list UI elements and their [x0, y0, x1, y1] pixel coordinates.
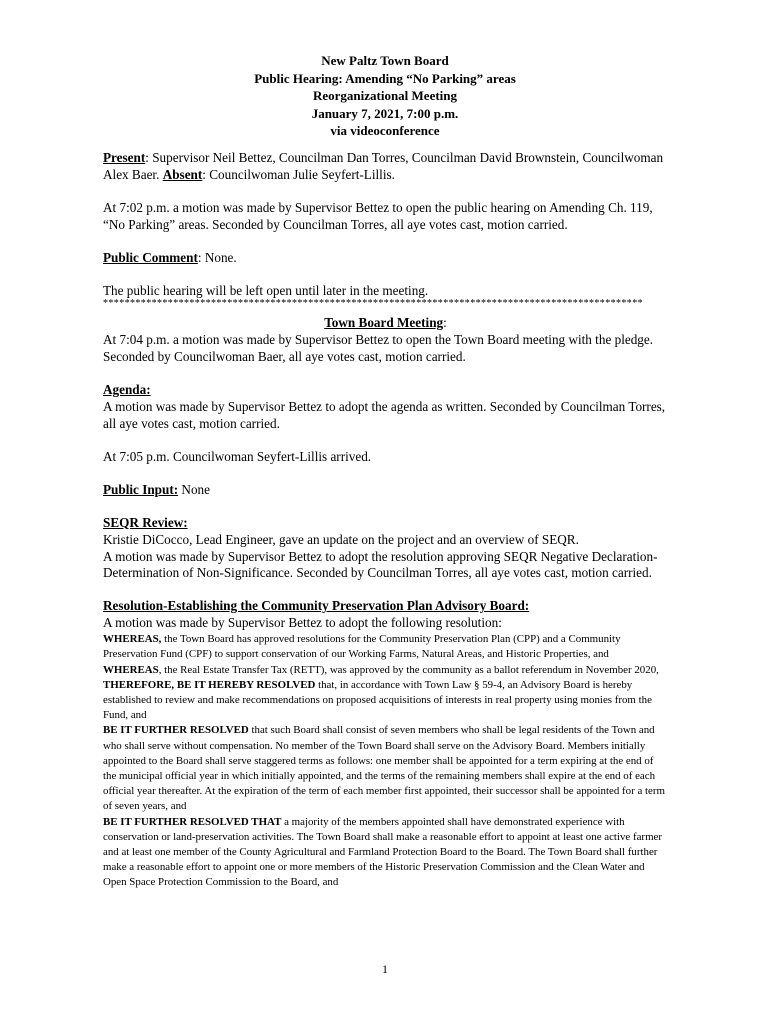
- clause-lead: THEREFORE, BE IT HEREBY RESOLVED: [103, 678, 316, 691]
- public-comment-label: Public Comment: [103, 249, 198, 265]
- seqr-update-line: Kristie DiCocco, Lead Engineer, gave an update on the project and an overview of SEQR.: [103, 531, 579, 547]
- hearing-open-paragraph: At 7:02 p.m. a motion was made by Supervisor Bettez to open the public hearing on Amending Ch. 119, “No Parking” areas. Seconded by Councilman Torres, all aye votes cast, motion carried.: [103, 199, 653, 232]
- clause-lead: BE IT FURTHER RESOLVED: [103, 724, 249, 737]
- document-header: [0, 52, 770, 140]
- town-board-meeting-suffix: :: [443, 315, 447, 331]
- clause-text: the Town Board has approved resolutions for the Community Preservation Plan (CPP) and a Community Preservation Fund (CPF) to support conservation of our Working Farms, Natural Areas, and Historic Properties, and: [103, 633, 621, 661]
- present-text: : Supervisor Neil Bettez, Councilman Dan Torres, Councilman David Brownstein, Councilwoman Alex Baer.: [103, 150, 664, 182]
- document-body: [103, 150, 668, 891]
- header-meeting-type: Reorganizational Meeting: [312, 88, 458, 104]
- resolution-clauses: [103, 632, 668, 890]
- resolution-heading: Resolution-Establishing the Community Preservation Plan Advisory Board:: [103, 598, 530, 614]
- clause-lead: BE IT FURTHER RESOLVED THAT: [103, 815, 282, 828]
- resolution-clause: [103, 815, 668, 891]
- absent-label: Absent: [162, 166, 203, 182]
- agenda-paragraph: A motion was made by Supervisor Bettez to adopt the agenda as written. Seconded by Councilman Torres, all aye votes cast, motion carried.: [103, 399, 666, 431]
- public-comment-paragraph: [103, 250, 668, 267]
- attendance-paragraph: [103, 150, 668, 184]
- header-board-name: New Paltz Town Board: [321, 53, 449, 68]
- page-number: 1: [382, 962, 388, 976]
- public-input-text: None: [178, 481, 210, 497]
- clause-text: that, in accordance with Town Law § 59-4, an Advisory Board is hereby established to review and make recommendations on proposed acquisitions of interests in real property using monies from the Fund, and: [103, 678, 652, 722]
- seqr-heading: SEQR Review:: [103, 514, 188, 530]
- clause-lead: WHEREAS,: [103, 633, 162, 646]
- clause-text: , the Real Estate Transfer Tax (RETT), was approved by the community as a ballot referendum in November 2020,: [158, 663, 659, 676]
- header-venue: via videoconference: [330, 123, 440, 139]
- public-input-paragraph: [103, 482, 668, 499]
- resolution-clause: [103, 663, 668, 678]
- hearing-left-open-paragraph: The public hearing will be left open until later in the meeting.: [103, 282, 429, 298]
- resolution-intro: A motion was made by Supervisor Bettez to adopt the following resolution:: [103, 615, 502, 631]
- town-board-meeting-heading: [103, 315, 668, 332]
- separator-line: ****************************************************************************************************: [103, 299, 643, 310]
- header-date: January 7, 2021, 7:00 p.m.: [311, 105, 459, 121]
- resolution-clause: [103, 632, 668, 662]
- absent-text: : Councilwoman Julie Seyfert-Lillis.: [202, 166, 395, 182]
- resolution-clause: [103, 723, 668, 814]
- public-comment-text: : None.: [197, 249, 237, 265]
- meeting-open-paragraph: At 7:04 p.m. a motion was made by Supervisor Bettez to open the Town Board meeting with the pledge. Seconded by Councilwoman Baer, all aye votes cast, motion carried.: [103, 332, 654, 365]
- clause-lead: WHEREAS: [103, 663, 159, 676]
- public-input-label: Public Input:: [103, 481, 179, 497]
- clause-text: a majority of the members appointed shall have demonstrated experience with conservation or land-preservation activities. The Town Board shall make a reasonable effort to appoint at least one active farmer and at least one member of the County Agricultural and Farmland Protection Board to the Board. The Town Board shall further make a reasonable effort to appoint one or more members of the Historic Preservation Commission and the Clean Water and Open Space Protection Commission to the Board, and: [103, 815, 662, 889]
- resolution-clause: [103, 678, 668, 724]
- clause-text: that such Board shall consist of seven members who shall be legal residents of the Town and who shall serve without compensation. No member of the Town Board shall serve on the Advisory Board. Members initially appointed to the Board shall serve staggered terms as follows: one member shall be appointed for a term expiring at the end of the municipal official year in which initially appointed, and the terms of the remaining members shall expire at the end of each official year thereafter. At the expiration of the term of each member first appointed, their successor shall be appointed for a term of seven years, and: [103, 724, 665, 813]
- agenda-heading: Agenda:: [103, 382, 151, 398]
- town-board-meeting-label: Town Board Meeting: [324, 315, 444, 331]
- header-hearing-title: Public Hearing: Amending “No Parking” areas: [254, 70, 516, 86]
- seqr-motion-paragraph: A motion was made by Supervisor Bettez to adopt the resolution approving SEQR Negative Declaration-Determination of Non-Significance. Seconded by Councilman Torres, all aye votes cast, motion carried.: [103, 548, 658, 581]
- arrival-paragraph: At 7:05 p.m. Councilwoman Seyfert-Lillis arrived.: [103, 448, 372, 464]
- present-label: Present: [103, 150, 146, 165]
